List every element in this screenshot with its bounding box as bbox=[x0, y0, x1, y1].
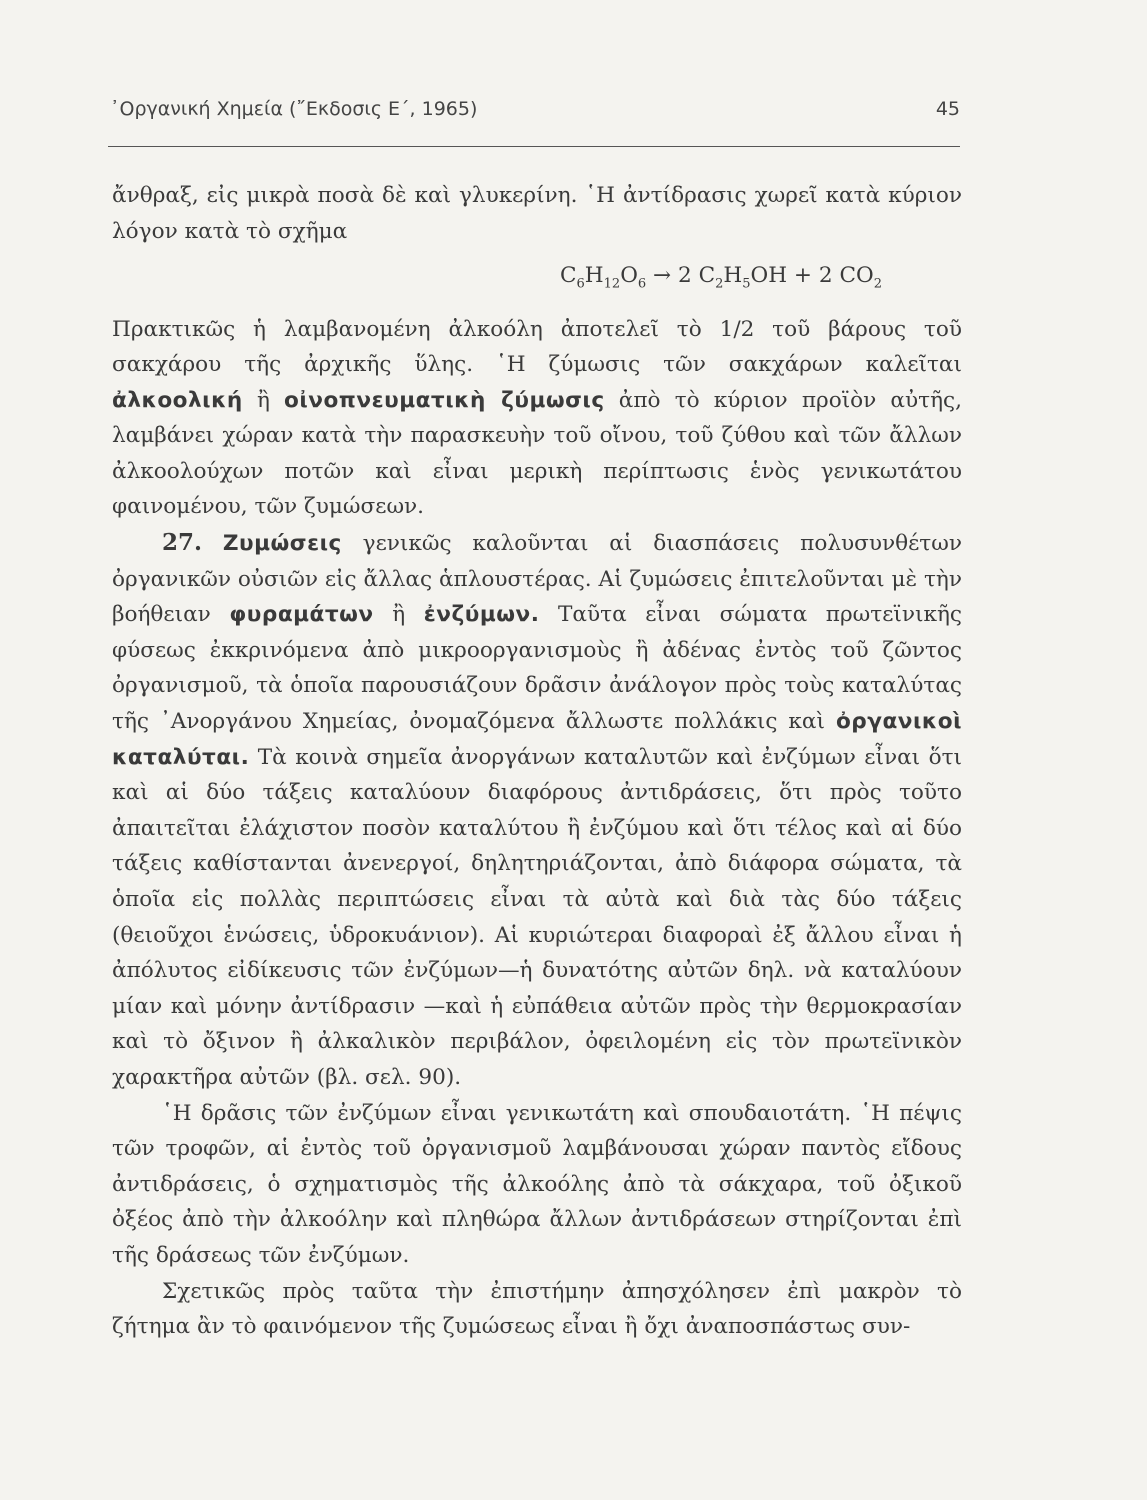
text-run: ἢ bbox=[242, 387, 285, 413]
formula-sub: 5 bbox=[742, 276, 751, 292]
formula-part: OH + 2 CO bbox=[750, 263, 874, 289]
formula-sub: 6 bbox=[576, 276, 585, 292]
text-run: γενικῶς καλοῦνται αἱ διασπάσεις πολυσυνθέτων ὀργανικῶν οὐσιῶν εἰς ἄλλας ἁπλουστέρας. Αἱ ζυμώσεις ἐπιτελοῦνται μὲ τὴν βοήθειαν bbox=[112, 531, 962, 628]
section-27 bbox=[112, 525, 962, 1096]
paragraph-5: Σχετικῶς πρὸς ταῦτα τὴν ἐπιστήμην ἀπησχόλησεν ἐπὶ μακρὸν τὸ ζήτημα ἂν τὸ φαινόμενον τῆς ζυμώσεως εἶναι ἢ ὄχι ἀναποσπάστως συν- bbox=[112, 1278, 962, 1340]
formula-sub: 2 bbox=[715, 276, 724, 292]
paragraph-1: ἄνθραξ, εἰς μικρὰ ποσὰ δὲ καὶ γλυκερίνη. ῾Η ἀντίδρασις χωρεῖ κατὰ κύριον λόγον κατὰ τὸ σχῆμα bbox=[112, 183, 962, 244]
paragraph-2 bbox=[112, 312, 962, 526]
bold-term: ὀργανικοὶ καταλύται. bbox=[112, 709, 962, 770]
arrow-icon: → bbox=[646, 263, 678, 289]
chemical-equation bbox=[112, 249, 962, 311]
formula-part: 2 C bbox=[678, 263, 716, 289]
formula-c: C bbox=[559, 263, 577, 289]
text-run: Πρακτικῶς ἡ λαμβανομένη ἀλκοόλη ἀποτελεῖ τὸ 1/2 τοῦ βάρους τοῦ σακχάρου τῆς ἀρχικῆς ὕλης. ῾Η ζύμωσις τῶν σακχάρων καλεῖται bbox=[112, 316, 962, 378]
formula-sub: 2 bbox=[873, 276, 882, 292]
bold-term: οἰνοπνευματικὴ ζύμωσις bbox=[284, 387, 605, 413]
formula-h: H bbox=[584, 263, 604, 289]
formula-sub: 12 bbox=[603, 276, 621, 292]
bold-term: Ζυμώσεις bbox=[222, 531, 342, 557]
bold-term: φυραμάτων bbox=[229, 602, 374, 628]
text-run: Τὰ κοινὰ σημεῖα ἀνοργάνων καταλυτῶν καὶ ἐνζύμων εἶναι ὅτι καὶ αἱ δύο τάξεις καταλύουν διαφόρους ἀντιδράσεις, ὅτι πρὸς τοῦτο ἀπαιτεῖται ἐλάχιστον ποσὸν καταλύτου ἢ ἐνζύμου καὶ ὅτι τέλος καὶ αἱ δύο τάξεις καθίστανται ἀνενεργοί, δηλητηριάζονται, ἀπὸ διάφορα σώματα, τὰ ὁποῖα εἰς πολλὰς περιπτώσεις εἶναι τὰ αὐτὰ καὶ διὰ τὰς δύο τάξεις (θειοῦχοι ἑνώσεις, ὑδροκυάνιον). Αἱ κυριώτεραι διαφοραὶ ἐξ ἄλλου εἶναι ἡ ἀπόλυτος εἰδίκευσις τῶν ἐνζύμων—ἡ δυνατότης αὐτῶν δηλ. νὰ καταλύουν μίαν καὶ μόνην ἀντίδρασιν —καὶ ἡ εὐπάθεια αὐτῶν πρὸς τὴν θερμοκρασίαν καὶ τὸ ὄξινον ἢ ἀλκαλικὸν περιβάλον, ὀφειλομένη εἰς τὸν πρωτεϊνικὸν χαρακτῆρα αὐτῶν (βλ. σελ. 90). bbox=[112, 744, 962, 1090]
formula-sub: 6 bbox=[637, 276, 647, 292]
formula-part: H bbox=[723, 263, 743, 289]
paragraph-4: ῾Η δρᾶσις τῶν ἐνζύμων εἶναι γενικωτάτη καὶ σπουδαιοτάτη. ῾Η πέψις τῶν τροφῶν, αἱ ἐντὸς τοῦ ὀργανισμοῦ λαμβάνουσαι χώραν παντὸς εἴδους ἀντιδράσεις, ὁ σχηματισμὸς τῆς ἀλκοόλης ἀπὸ τὰ σάκχαρα, τοῦ ὀξικοῦ ὀξέος ἀπὸ τὴν ἀλκοόλην καὶ πληθώρα ἄλλων ἀντιδράσεων στηρίζονται ἐπὶ τῆς δράσεως τῶν ἐνζύμων. bbox=[112, 1100, 962, 1268]
bold-term: ἀλκοολική bbox=[112, 387, 243, 413]
running-header bbox=[110, 98, 960, 120]
header-rule bbox=[108, 146, 960, 147]
text-run: ἀπὸ τὸ κύριον προϊὸν αὐτῆς, λαμβάνει χώραν κατὰ τὴν παρασκευὴν τοῦ οἴνου, τοῦ ζύθου καὶ τῶν ἄλλων ἀλκοολούχων ποτῶν καὶ εἶναι μερικὴ περίπτωσις ἑνὸς γενικωτάτου φαινομένου, τῶν ζυμώσεων. bbox=[112, 387, 962, 520]
text-run: ἢ bbox=[373, 602, 424, 628]
bold-term: ἐνζύμων. bbox=[423, 602, 540, 628]
page-number: 45 bbox=[935, 98, 960, 120]
body-text bbox=[112, 178, 962, 1345]
section-number: 27. bbox=[162, 529, 203, 557]
header-title: ᾽Οργανική Χημεία (῎Εκδοσις Ε΄, 1965) bbox=[110, 98, 478, 120]
formula-o: O bbox=[620, 263, 638, 289]
text-run: Ταῦτα εἶναι σώματα πρωτεϊνικῆς φύσεως ἐκκρινόμενα ἀπὸ μικροοργανισμοὺς ἢ ἀδένας ἐντὸς τοῦ ζῶντος ὀργανισμοῦ, τὰ ὁποῖα παρουσιάζουν δρᾶσιν ἀνάλογον πρὸς τοὺς καταλύτας τῆς ᾽Ανοργάνου Χημείας, ὀνομαζόμενα ἄλλωστε πολλάκις καὶ bbox=[112, 602, 962, 735]
